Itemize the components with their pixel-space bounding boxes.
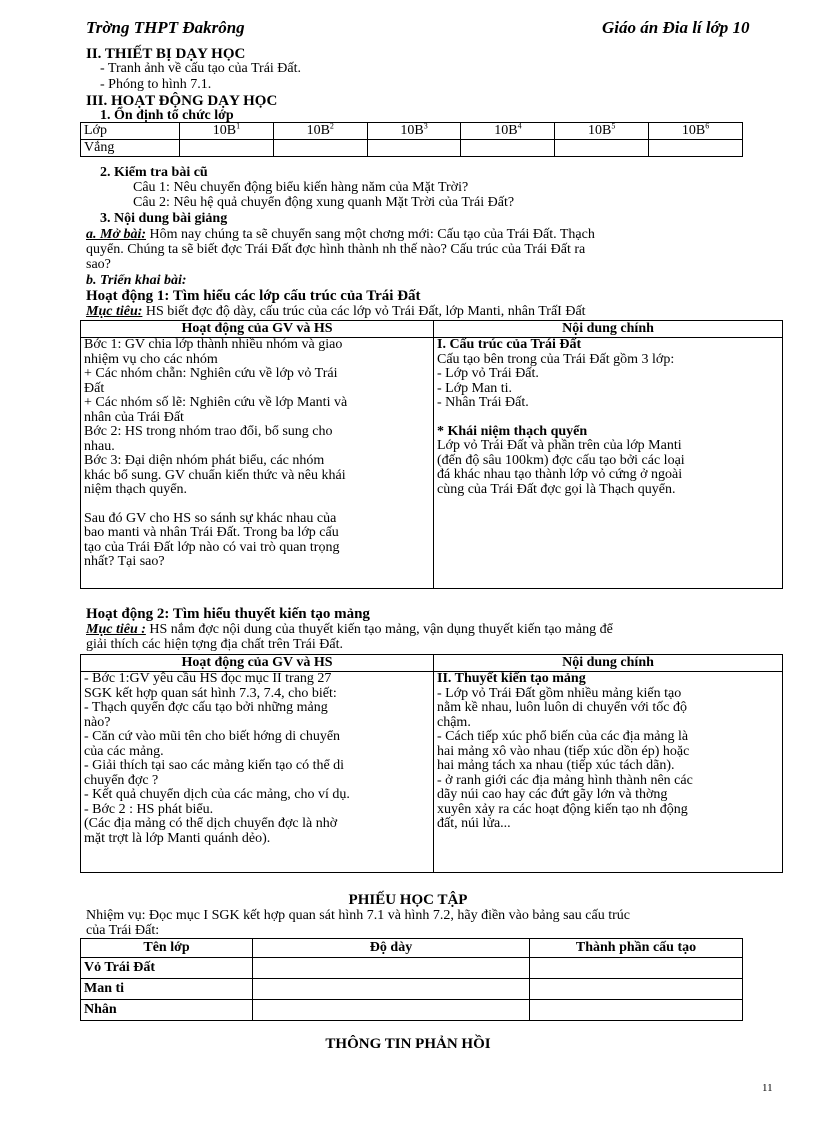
intro-line-2: quyển. Chúng ta sẽ biết đợc Trái Đất đợc hình thành nh thế nào? Cấu trúc của Trái Đất ra (86, 242, 586, 257)
intro-line-1: a. Mở bài: Hôm nay chúng ta sẽ chuyển sang một chơng mới: Cấu tạo của Trái Đất. Thạch (86, 227, 595, 242)
class-cell: $10B^5$ (555, 123, 649, 140)
thickness-cell[interactable] (253, 979, 530, 1000)
activity-1-content-cell: I. Cấu trúc của Trái Đất Cấu tạo bên trong của Trái Đất gồm 3 lớp: - Lớp vỏ Trái Đất. - Lớp Man ti. - Nhân Trái Đất. * Khái niệm thạch quyển Lớp vỏ Trái Đất và phần trên của lớp Manti (đến độ sâu 100km) đợc cấu tạo bởi các loại đá khác nhau tạo thành lớp vỏ cứng ở ngoài cùng của Trái Đất đợc gọi là Thạch quyển. (434, 338, 783, 589)
composition-cell[interactable] (530, 979, 743, 1000)
activity-2-goal-2: giải thích các hiện tợng địa chất trên Trái Đất. (86, 637, 343, 652)
lithosphere-title: * Khái niệm thạch quyển (437, 423, 588, 439)
class-cell: $10B^1$ (180, 123, 274, 140)
worksheet-table (80, 938, 743, 1021)
worksheet-col-composition: Thành phần cấu tạo (530, 939, 743, 958)
activity-1-col-right: Nội dung chính (434, 321, 783, 338)
equipment-item-1: - Tranh ảnh về cấu tạo của Trái Đất. (100, 61, 302, 76)
activity-1-col-left: Hoạt động của GV và HS (81, 321, 434, 338)
activity-2-col-right: Nội dung chính (434, 655, 783, 672)
intro-line-3: sao? (86, 257, 111, 272)
composition-cell[interactable] (530, 958, 743, 979)
deploy-title: b. Triển khai bài: (86, 273, 187, 288)
review-question-1: Câu 1: Nêu chuyển động biểu kiến hàng năm của Mặt Trời? (133, 180, 469, 195)
worksheet-title: PHIẾU HỌC TẬP (348, 892, 468, 908)
attendance-label: Lớp (81, 123, 180, 140)
class-cell: $10B^3$ (367, 123, 461, 140)
plate-tectonics-title: II. Thuyết kiến tạo mảng (437, 671, 586, 686)
worksheet-task-2: của Trái Đất: (86, 923, 160, 938)
class-cell: $10B^2$ (273, 123, 367, 140)
review-title: 2. Kiểm tra bài cũ (100, 165, 208, 180)
section-activities-title: III. HOẠT ĐỘNG DẠY HỌC (86, 93, 278, 109)
review-question-2: Câu 2: Nêu hệ quả chuyển động xung quanh Mặt Trời của Trái Đất? (133, 195, 515, 210)
composition-cell[interactable] (530, 1000, 743, 1021)
absent-label: Vắng (81, 140, 180, 157)
attendance-table (80, 122, 743, 157)
thickness-cell[interactable] (253, 1000, 530, 1021)
section-equipment-title: II. THIẾT BỊ DẠY HỌC (86, 46, 246, 62)
header-subject: Giáo án Đia lí lớp 10 (602, 18, 750, 37)
activity-1-title: Hoạt động 1: Tìm hiểu các lớp cấu trúc của Trái Đất (86, 288, 421, 304)
worksheet-task: Nhiệm vụ: Đọc mục I SGK kết hợp quan sát hình 7.1 và hình 7.2, hãy điền vào bảng sau cấu trúc (86, 908, 630, 923)
class-organization-title: 1. Ổn định tổ chức lớp (100, 108, 234, 123)
intro-label: a. Mở bài: (86, 227, 147, 242)
activity-2-table (80, 654, 783, 873)
equipment-item-2: - Phóng to hình 7.1. (100, 77, 212, 92)
lesson-title: 3. Nội dung bài giảng (100, 211, 228, 226)
table-row: Vỏ Trái Đất (81, 958, 743, 979)
activity-2-content-cell: II. Thuyết kiến tạo mảng - Lớp vỏ Trái Đất gồm nhiều mảng kiến tạo nằm kề nhau, luôn luôn di chuyển với tốc độ chậm. - Cách tiếp xúc phổ biến của các địa mảng là hai mảng xô vào nhau (tiếp xúc dồn ép) hoặc hai mảng tách xa nhau (tiếp xúc tách dãn). - ở ranh giới các địa mảng hình thành nên các dãy núi cao hay các đứt gãy lớn và thờng xuyên xảy ra các hoạt động kiến tạo nh động đất, núi lửa... (434, 672, 783, 873)
attendance-row-class (81, 123, 743, 140)
attendance-row-absent (81, 140, 743, 157)
worksheet-col-name: Tên lớp (81, 939, 253, 958)
thickness-cell[interactable] (253, 958, 530, 979)
activity-2-col-left: Hoạt động của GV và HS (81, 655, 434, 672)
activity-1-teacher-cell: Bớc 1: GV chia lớp thành nhiều nhóm và giao nhiệm vụ cho các nhóm + Các nhóm chẵn: Nghiên cứu về lớp vỏ Trái Đất + Các nhóm số lẽ: Nghiên cứu về lớp Manti và nhân của Trái Đất Bớc 2: HS trong nhóm trao đổi, bổ sung cho nhau. Bớc 3: Đại diện nhóm phát biểu, các nhóm khác bổ sung. GV chuẩn kiến thức và nêu khái niệm thạch quyển. Sau đó GV cho HS so sánh sự khác nhau của bao manti và nhân Trái Đất. Trong ba lớp cấu tạo của Trái Đất lớp nào có vai trò quan trọng nhất? Tại sao? (81, 338, 434, 589)
table-row: Man ti (81, 979, 743, 1000)
activity-1-goal: Mục tiêu: HS biết đợc độ dày, cấu trúc của các lớp vỏ Trái Đất, lớp Manti, nhân TrấI Đất (86, 304, 586, 319)
table-row: Nhân (81, 1000, 743, 1021)
activity-2-goal: Mục tiêu : HS nắm đợc nội dung của thuyết kiến tạo mảng, vận dụng thuyết kiến tạo mảng để (86, 622, 613, 637)
worksheet-col-thickness: Độ dày (253, 939, 530, 958)
activity-2-teacher-cell: - Bớc 1:GV yêu cầu HS đọc mục II trang 27 SGK kết hợp quan sát hình 7.3, 7.4, cho biết: - Thạch quyển đợc cấu tạo bởi những mảng nào? - Căn cứ vào mũi tên cho biết hớng di chuyển của các mảng. - Giải thích tại sao các mảng kiến tạo có thể di chuyển đợc ? - Kết quả chuyển dịch của các mảng, cho ví dụ. - Bớc 2 : HS phát biểu. (Các địa mảng có thể dịch chuyển đợc là nhờ mặt trợt là lớp Manti quánh dẻo). (81, 672, 434, 873)
class-cell: $10B^4$ (461, 123, 555, 140)
class-cell: $10B^6$ (649, 123, 743, 140)
page-number: 11 (762, 1082, 773, 1094)
feedback-title: THÔNG TIN PHẢN HỒI (325, 1036, 491, 1052)
structure-title: I. Cấu trúc của Trái Đất (437, 337, 582, 352)
activity-1-table (80, 320, 783, 589)
header-school: Trờng THPT Đakrông (86, 18, 245, 37)
activity-2-title: Hoạt động 2: Tìm hiểu thuyết kiến tạo mảng (86, 606, 370, 622)
